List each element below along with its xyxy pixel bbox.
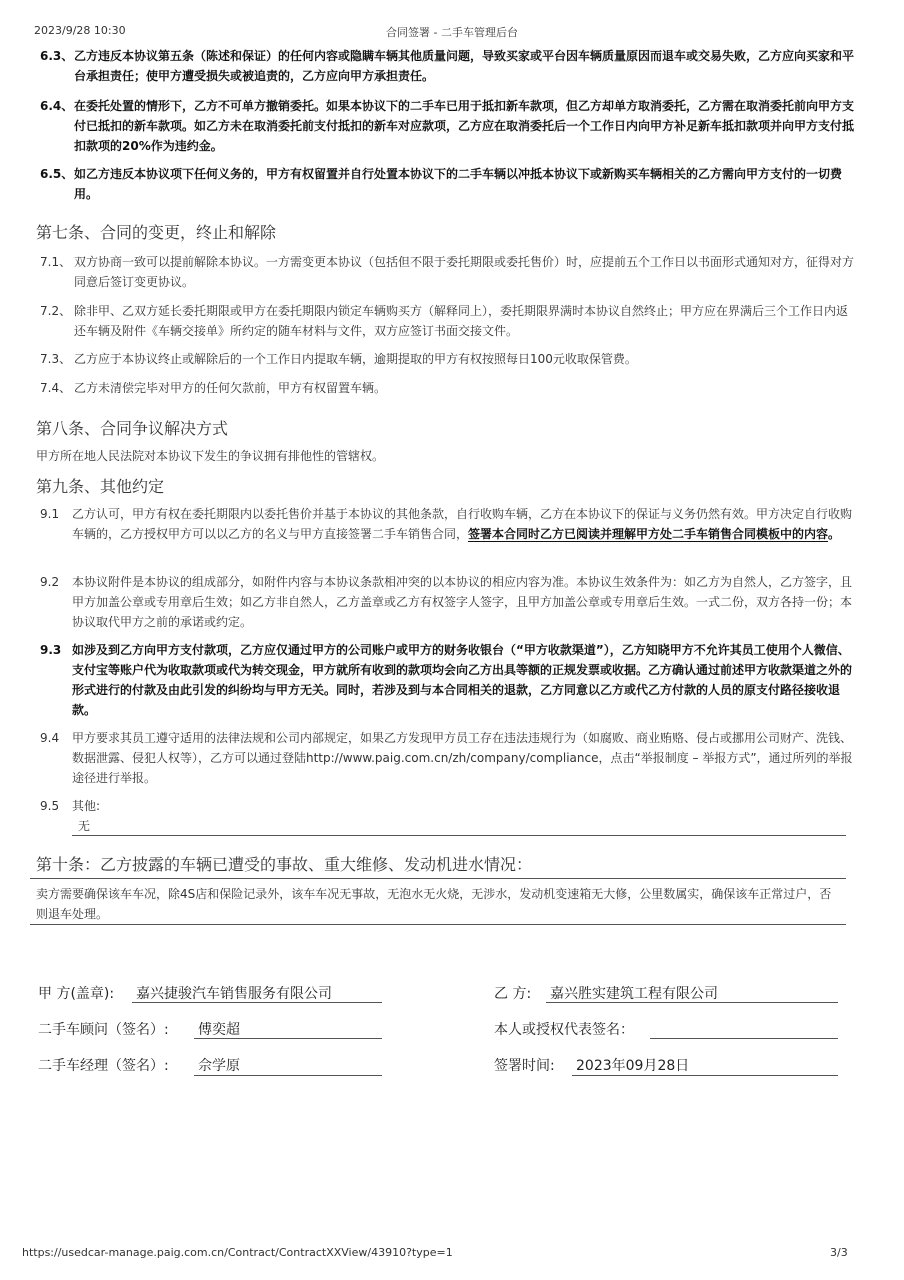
- clause-9-1: [40, 504, 855, 544]
- clause-6-4: [40, 96, 855, 156]
- article-10-title: 第十条：乙方披露的车辆已遭受的事故、重大维修、发动机进水情况：: [36, 855, 533, 874]
- clause-number: 6.5、: [40, 167, 74, 181]
- party-b-underline: [546, 1002, 838, 1003]
- clause-text: 乙方违反本协议第五条（陈述和保证）的任何内容或隐瞒车辆其他质量问题，导致买家或平台因车辆质量原因而退车或交易失败，乙方应向买家和平台承担责任；使甲方遭受损失或被追责的，乙方应向甲方承担责任。: [74, 49, 855, 83]
- clause-end: 。: [828, 527, 841, 541]
- party-a-name: 嘉兴捷骏汽车销售服务有限公司: [136, 986, 332, 1002]
- article-10-bottom-rule: [30, 924, 846, 925]
- party-a-label: 甲 方(盖章):: [38, 986, 115, 1002]
- clause-number: 7.3、: [40, 352, 72, 366]
- article-9-title: 第九条、其他约定: [36, 477, 165, 496]
- sign-time-label: 签署时间:: [494, 1058, 555, 1074]
- clause-6-3: [40, 46, 855, 86]
- print-datetime: 2023/9/28 10:30: [34, 24, 126, 37]
- clause-9-4: [40, 728, 855, 788]
- sign-time-underline: [572, 1075, 838, 1076]
- article-8-title: 第八条、合同争议解决方式: [36, 419, 229, 438]
- clause-label: 其他:: [72, 799, 101, 813]
- vehicle-disclosure-text: 卖方需要确保该车车况，除4S店和保险记录外，该车车况无事故，无泡水无火烧，无涉水，发动机变速箱无大修，公里数属实，确保该车正常过户，否则退车处理。: [36, 887, 832, 921]
- other-terms-value: 无: [78, 819, 91, 833]
- clause-number: 7.2、: [40, 304, 72, 318]
- clause-7-4: [40, 378, 855, 398]
- article-10-top-rule: [30, 878, 846, 879]
- clause-text: 乙方未清偿完毕对甲方的任何欠款前，甲方有权留置车辆。: [74, 381, 387, 395]
- clause-text: 如涉及到乙方向甲方支付款项，乙方应仅通过甲方的公司账户或甲方的财务收银台（“甲方收款渠道”），乙方知晓甲方不允许其员工使用个人微信、支付宝等账户代为收取款项或代为转交现金，甲方就所有收到的款项均会向乙方出具等额的正规发票或收据。乙方确认通过前述甲方收款渠道之外的形式进行的付款及由此引发的纠纷均与甲方无关。同时，若涉及到与本合同相关的退款，乙方同意以乙方或代乙方付款的人员的原支付路径接收退款。: [72, 643, 853, 717]
- clause-7-2: [40, 301, 855, 341]
- representative-label: 本人或授权代表签名：: [494, 1022, 634, 1038]
- print-page-title: 合同签署 - 二手车管理后台: [386, 26, 518, 39]
- article-7-title: 第七条、合同的变更，终止和解除: [36, 223, 277, 242]
- advisor-label: 二手车顾问（签名）:: [38, 1022, 169, 1038]
- clause-number: 9.4: [40, 731, 60, 745]
- party-a-underline: [132, 1002, 382, 1003]
- manager-signature: 佘学原: [198, 1058, 240, 1074]
- clause-text: 在委托处置的情形下，乙方不可单方撤销委托。如果本协议下的二手车已用于抵扣新车款项，但乙方却单方取消委托，乙方需在取消委托前向甲方支付已抵扣的新车款项。如乙方未在取消委托前支付抵扣的新车对应款项，乙方应在取消委托后一个工作日内向甲方补足新车抵扣款项并向甲方支付抵扣款项的20%作为违约金。: [74, 99, 855, 153]
- manager-underline: [194, 1075, 382, 1076]
- clause-text: 乙方认可，甲方有权在委托期限内以委托售价并基于本协议的其他条款，自行收购车辆，乙方在本协议下的保证与义务仍然有效。甲方决定自行收购车辆的，乙方授权甲方可以以乙方的名义与甲方直接签署二手车销售合同，: [72, 507, 853, 541]
- acknowledgement-text: 签署本合同时乙方已阅读并理解甲方处二手车销售合同模板中的内容: [468, 527, 829, 541]
- clause-number: 7.4、: [40, 381, 72, 395]
- clause-number: 9.1: [40, 507, 60, 521]
- advisor-underline: [194, 1038, 382, 1039]
- print-url: https://usedcar-manage.paig.com.cn/Contract/ContractXXView/43910?type=1: [22, 1246, 453, 1259]
- clause-number: 9.3: [40, 643, 62, 657]
- party-b-name: 嘉兴胜实建筑工程有限公司: [550, 986, 718, 1002]
- clause-7-3: [40, 349, 855, 369]
- clause-7-1: [40, 252, 855, 292]
- clause-9-3: [40, 640, 855, 720]
- clause-text: 双方协商一致可以提前解除本协议。一方需变更本协议（包括但不限于委托期限或委托售价）时，应提前五个工作日以书面形式通知对方，征得对方同意后签订变更协议。: [74, 255, 855, 289]
- clause-text: 除非甲、乙双方延长委托期限或甲方在委托期限内锁定车辆购买方（解释同上），委托期限界满时本协议自然终止；甲方应在界满后三个工作日内返还车辆及附件《车辆交接单》所约定的随车材料与文件，双方应签订书面交接文件。: [74, 304, 849, 338]
- clause-number: 7.1、: [40, 255, 72, 269]
- clause-number: 9.2: [40, 575, 60, 589]
- clause-text: 甲方要求其员工遵守适用的法律法规和公司内部规定，如果乙方发现甲方员工存在违法违规行为（如腐败、商业贿赂、侵占或挪用公司财产、洗钱、数据泄露、侵犯人权等），乙方可以通过登陆http://www.paig.com.cn/zh/company/compliance，点击“举报制度 – 举报方式”，通过所列的举报途径进行举报。: [72, 731, 853, 785]
- representative-underline: [650, 1038, 838, 1039]
- other-terms-underline: [72, 835, 846, 836]
- clause-text: 如乙方违反本协议项下任何义务的，甲方有权留置并自行处置本协议下的二手车辆以冲抵本协议下或新购买车辆相关的乙方需向甲方支付的一切费用。: [74, 167, 843, 201]
- clause-number: 9.5: [40, 799, 60, 813]
- manager-label: 二手车经理（签名）:: [38, 1058, 169, 1074]
- sign-time-value: 2023年09月28日: [576, 1058, 690, 1074]
- clause-text: 乙方应于本协议终止或解除后的一个工作日内提取车辆，逾期提取的甲方有权按照每日100元收取保管费。: [74, 352, 637, 366]
- clause-text: 本协议附件是本协议的组成部分，如附件内容与本协议条款相冲突的以本协议的相应内容为准。本协议生效条件为：如乙方为自然人，乙方签字，且甲方加盖公章或专用章后生效；如乙方非自然人，乙方盖章或乙方有权签字人签字，且甲方加盖公章或专用章后生效。一式二份，双方各持一份；本协议取代甲方之前的承诺或约定。: [72, 575, 853, 629]
- clause-9-5: [40, 796, 855, 816]
- advisor-signature: 傅奕超: [198, 1022, 240, 1038]
- clause-number: 6.4、: [40, 99, 74, 113]
- clause-6-5: [40, 164, 855, 204]
- clause-9-2: [40, 572, 855, 632]
- clause-number: 6.3、: [40, 49, 74, 63]
- print-page-number: 3/3: [830, 1246, 848, 1259]
- article-8-text: 甲方所在地人民法院对本协议下发生的争议拥有排他性的管辖权。: [36, 449, 385, 463]
- party-b-label: 乙 方:: [494, 986, 532, 1002]
